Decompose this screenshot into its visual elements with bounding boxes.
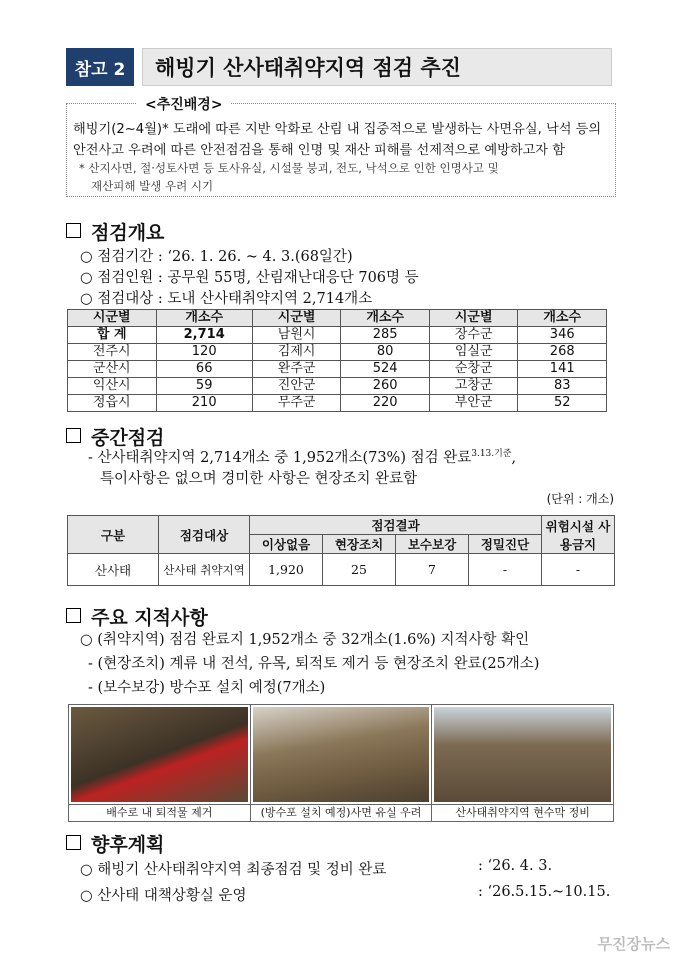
- background-label: <추진배경>: [137, 94, 231, 114]
- findings-line: - (현장조치) 계류 내 전석, 유목, 퇴적토 제거 등 현장조치 완료(25개소): [88, 656, 540, 672]
- reference-tag: 참고 2: [66, 48, 134, 86]
- overview-target: ○ 점검대상 : 도내 산사태취약지역 2,714개소: [80, 291, 373, 307]
- background-line: 해빙기(2~4월)* 도래에 따른 지반 악화로 산림 내 집중적으로 발생하는 사면유실, 낙석 등의: [73, 122, 602, 137]
- region-table: [67, 309, 607, 412]
- table-cell: 장수군: [429, 327, 518, 344]
- table-cell: 141: [518, 361, 607, 378]
- table-cell: 220: [341, 395, 430, 412]
- page-title: 해빙기 산사태취약지역 점검 추진: [142, 48, 612, 86]
- section-title: 점검개요: [91, 222, 165, 244]
- photo-caption: 산사태취약지역 현수막 정비: [432, 804, 613, 821]
- table-cell: 52: [518, 395, 607, 412]
- table-cell: 80: [341, 344, 430, 361]
- table-cell: 2,714: [156, 327, 252, 344]
- plan-date: : ‘26. 4. 3.: [478, 858, 553, 874]
- interim-table: 구분 점검대상 점검결과 위험시설 사용금지 이상없음 현장조치 보수보강 정밀진단 산사태 산사태 취약지역 1,920 25 7 - -: [67, 515, 615, 586]
- table-cell: 남원시: [252, 327, 341, 344]
- photo-slope-erosion: [253, 707, 430, 802]
- photo-debris-removal: [71, 707, 248, 802]
- table-cell: 120: [156, 344, 252, 361]
- unit-label: (단위 : 개소): [546, 492, 614, 506]
- table-cell: 59: [156, 378, 252, 395]
- column-header: 시군별: [252, 310, 341, 327]
- overview-period: ○ 점검기간 : ‘26. 1. 26. ~ 4. 3.(68일간): [80, 249, 353, 265]
- overview-staff: ○ 점검인원 : 공무원 55명, 산림재난대응단 706명 등: [80, 270, 419, 286]
- section-title: 향후계획: [91, 834, 165, 856]
- photo-caption: (방수포 설치 예정)사면 유실 우려: [251, 804, 432, 821]
- section-plan: [66, 830, 164, 857]
- table-row: [68, 361, 607, 378]
- plan-date: : ‘26.5.15.~10.15.: [478, 884, 611, 900]
- table-cell: 285: [341, 327, 430, 344]
- findings-line: ○ (취약지역) 점검 완료지 1,952개소 중 32개소(1.6%) 지적사항 확인: [80, 632, 530, 648]
- table-row: [68, 395, 607, 412]
- photo-caption: 배수로 내 퇴적물 제거: [69, 804, 250, 821]
- interim-line1: - 산사태취약지역 2,714개소 중 1,952개소(73%) 점검 완료$^{3.13.기준}$,: [88, 449, 517, 466]
- table-cell: 정읍시: [68, 395, 157, 412]
- table-cell: 전주시: [68, 344, 157, 361]
- table-cell: 완주군: [252, 361, 341, 378]
- table-cell: 익산시: [68, 378, 157, 395]
- column-header: 시군별: [68, 310, 157, 327]
- header: [66, 48, 612, 86]
- table-row: [68, 344, 607, 361]
- table-cell: 고창군: [429, 378, 518, 395]
- table-cell: 346: [518, 327, 607, 344]
- plan-item: ○ 산사태 대책상황실 운영: [80, 888, 247, 904]
- table-cell: 무주군: [252, 395, 341, 412]
- table-cell: 83: [518, 378, 607, 395]
- column-header: 시군별: [429, 310, 518, 327]
- table-row: [68, 327, 607, 344]
- table-cell: 임실군: [429, 344, 518, 361]
- table-cell: 김제시: [252, 344, 341, 361]
- table-cell: 진안군: [252, 378, 341, 395]
- table-cell: 210: [156, 395, 252, 412]
- table-cell: 260: [341, 378, 430, 395]
- section-overview: [66, 218, 164, 245]
- column-header: 개소수: [518, 310, 607, 327]
- section-title: 중간점검: [91, 427, 165, 449]
- section-title: 주요 지적사항: [91, 607, 208, 629]
- plan-item: ○ 해빙기 산사태취약지역 최종점검 및 정비 완료: [80, 862, 387, 878]
- column-header: 개소수: [156, 310, 252, 327]
- table-row: [68, 378, 607, 395]
- photo-banner-maintenance: [434, 707, 611, 802]
- table-cell: 군산시: [68, 361, 157, 378]
- table-cell: 268: [518, 344, 607, 361]
- table-cell: 순창군: [429, 361, 518, 378]
- table-cell: 524: [341, 361, 430, 378]
- watermark-logo: 무진장뉴스: [597, 935, 670, 953]
- background-note: 재산피해 발생 우려 시기: [91, 179, 214, 193]
- findings-line: - (보수보강) 방수포 설치 예정(7개소): [88, 680, 326, 696]
- interim-line2: 특이사항은 없으며 경미한 사항은 현장조치 완료함: [100, 471, 418, 487]
- table-cell: 합 계: [68, 327, 157, 344]
- background-box: [66, 97, 616, 197]
- background-note: * 산지사면, 절·성토사면 등 토사유실, 시설물 붕괴, 전도, 낙석으로 인한 인명사고 및: [79, 161, 499, 175]
- background-line: 안전사고 우려에 따른 안전점검을 통해 인명 및 재산 피해를 선제적으로 예방하고자 함: [73, 143, 565, 158]
- section-findings: [66, 603, 208, 630]
- table-cell: 66: [156, 361, 252, 378]
- photo-strip: [68, 704, 614, 822]
- column-header: 개소수: [341, 310, 430, 327]
- table-cell: 부안군: [429, 395, 518, 412]
